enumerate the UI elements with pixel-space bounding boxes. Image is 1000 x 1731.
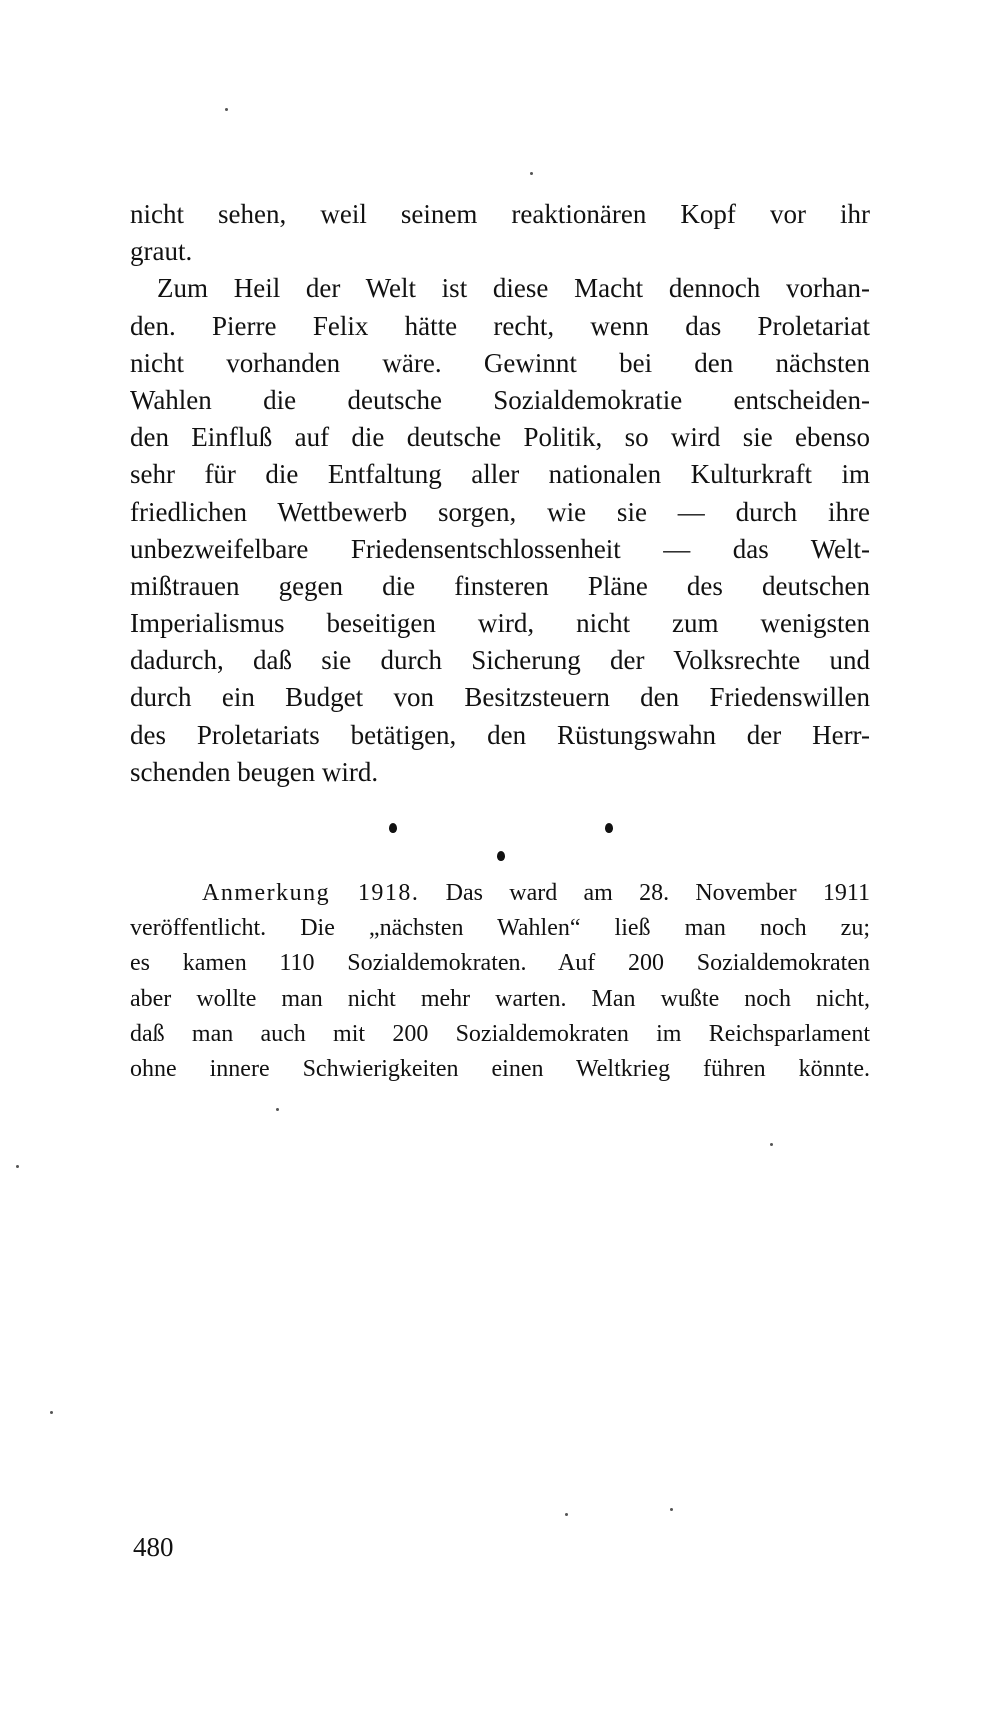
scan-speck (670, 1508, 673, 1511)
main-text (130, 196, 870, 791)
note-line: es kamen 110 Sozialdemokraten. Auf 200 Sozialdemokraten (130, 950, 870, 977)
scan-speck (50, 1411, 53, 1414)
page-number: 480 (133, 1532, 174, 1562)
text-line: unbezweifelbare Friedensentschlossenheit — das Welt- (130, 533, 870, 564)
text-line: des Proletariats betätigen, den Rüstungswahn der Herr- (130, 719, 870, 750)
text-line: dadurch, daß sie durch Sicherung der Volksrechte und (130, 645, 870, 676)
text-line: Zum Heil der Welt ist diese Macht dennoch vorhan- (157, 273, 870, 304)
text-line: sehr für die Entfaltung aller nationalen Kulturkraft im (130, 459, 870, 490)
text-line: den Einfluß auf die deutsche Politik, so wird sie ebenso (130, 422, 870, 453)
note-lead: Anmerkung 1918. (202, 880, 420, 906)
note-line: veröffentlicht. Die „nächsten Wahlen“ ließ man noch zu; (130, 915, 870, 942)
asterisk-icon (605, 823, 613, 833)
asterism-divider (0, 813, 1000, 863)
scan-speck (770, 1143, 773, 1146)
text-line: graut. (130, 236, 193, 267)
asterisk-icon (497, 851, 505, 861)
text-line: Imperialismus beseitigen wird, nicht zum wenigsten (130, 608, 870, 639)
note-first-line-rest: Das ward am 28. November 1911 (445, 880, 870, 906)
asterisk-icon (389, 823, 397, 833)
scan-speck (565, 1513, 568, 1516)
text-line: mißtrauen gegen die finsteren Pläne des deutschen (130, 570, 870, 601)
note-line: aber wollte man nicht mehr warten. Man wußte noch nicht, (130, 985, 870, 1012)
scan-speck (530, 172, 533, 175)
text-line: friedlichen Wettbewerb sorgen, wie sie — durch ihre (130, 496, 870, 527)
text-line: den. Pierre Felix hätte recht, wenn das Proletariat (130, 310, 870, 341)
scan-speck (16, 1165, 19, 1168)
note-line (130, 876, 870, 911)
scan-speck (276, 1108, 279, 1111)
note-line: ohne innere Schwierigkeiten einen Weltkrieg führen könnte. (130, 1055, 870, 1082)
text-line: Wahlen die deutsche Sozialdemokratie entscheiden- (130, 384, 870, 415)
text-line: schenden beugen wird. (130, 756, 379, 787)
text-line: nicht sehen, weil seinem reaktionären Kopf vor ihr (130, 199, 870, 229)
note-line: daß man auch mit 200 Sozialdemokraten im Reichsparlament (130, 1020, 870, 1047)
text-line: nicht vorhanden wäre. Gewinnt bei den nächsten (130, 347, 870, 378)
text-line: durch ein Budget von Besitzsteuern den Friedenswillen (130, 682, 870, 713)
scan-speck (225, 108, 228, 111)
footnote-block (130, 876, 870, 1087)
